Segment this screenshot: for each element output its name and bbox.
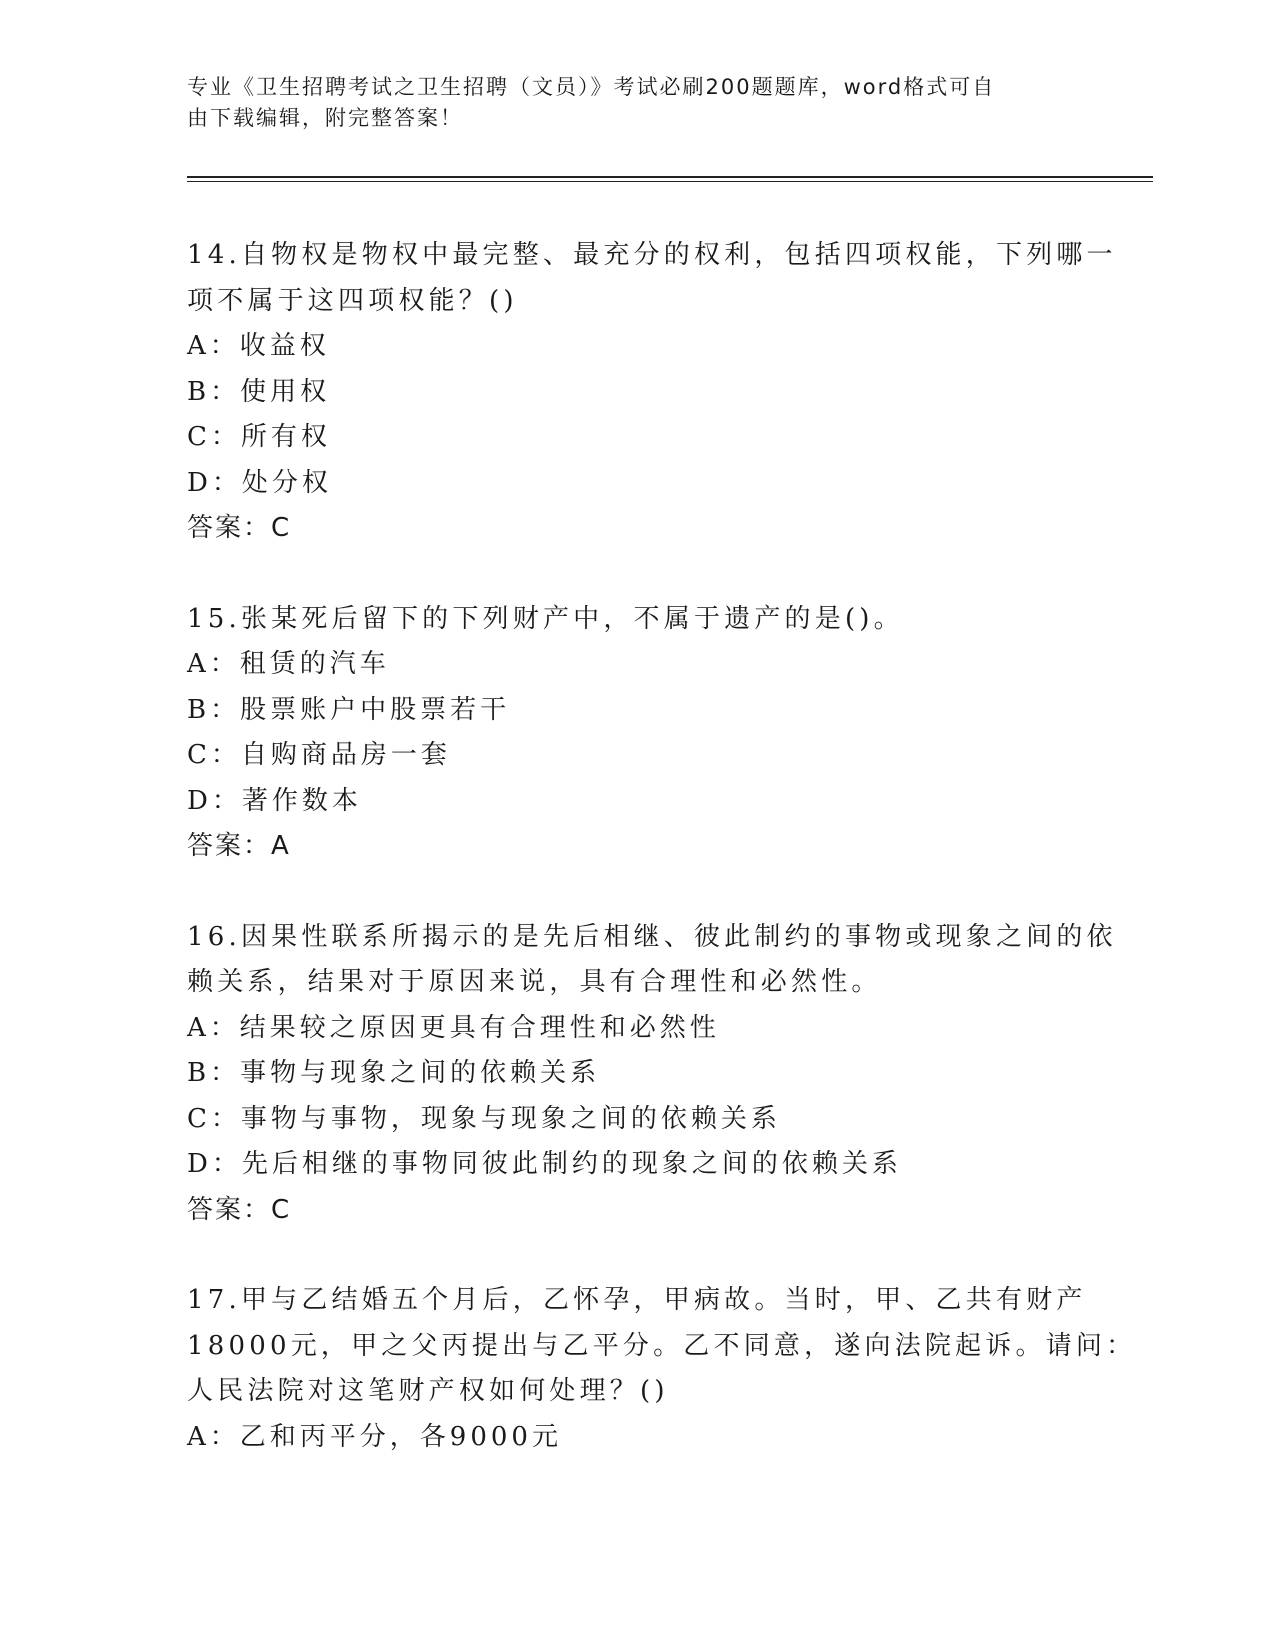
- answer: 答案：C: [187, 513, 292, 543]
- question-14: [187, 233, 1117, 552]
- option-a: A：乙和丙平分，各9000元: [187, 1421, 562, 1452]
- answer: 答案：A: [187, 831, 291, 861]
- header-line-1: 专业《卫生招聘考试之卫生招聘（文员）》考试必刷200题题库，word格式可自: [187, 75, 996, 99]
- option-b: B：股票账户中股票若干: [187, 694, 511, 725]
- question-16: [187, 915, 1117, 1234]
- question-17: [187, 1278, 1137, 1460]
- stem-line: 14.自物权是物权中最完整、最充分的权利，包括四项权能，下列哪一: [187, 240, 1117, 270]
- question-stem: [187, 915, 1117, 1006]
- stem-line: 项不属于这四项权能？(): [187, 285, 518, 316]
- option-d: D：著作数本: [187, 785, 362, 816]
- question-stem: [187, 597, 1087, 643]
- option-c: C：所有权: [187, 422, 331, 452]
- option-a: A：租赁的汽车: [187, 649, 390, 679]
- question-15: [187, 597, 1087, 870]
- option-d: D：先后相继的事物同彼此制约的现象之间的依赖关系: [187, 1149, 902, 1179]
- question-list: [187, 233, 1137, 1505]
- option-d: D：处分权: [187, 467, 332, 498]
- stem-line: 赖关系，结果对于原因来说，具有合理性和必然性。: [187, 967, 882, 997]
- stem-line: 15.张某死后留下的下列财产中，不属于遗产的是()。: [187, 603, 904, 634]
- option-a: A：收益权: [187, 331, 330, 361]
- option-c: C：自购商品房一套: [187, 740, 451, 770]
- answer: 答案：C: [187, 1194, 292, 1225]
- stem-line: 人民法院对这笔财产权如何处理？(): [187, 1376, 669, 1406]
- stem-line: 18000元，甲之父丙提出与乙平分。乙不同意，遂向法院起诉。请问：: [187, 1330, 1137, 1361]
- question-stem: [187, 233, 1117, 324]
- stem-line: 17.甲与乙结婚五个月后，乙怀孕，甲病故。当时，甲、乙共有财产: [187, 1285, 1087, 1315]
- option-b: B：使用权: [187, 376, 331, 407]
- option-c: C：事物与事物，现象与现象之间的依赖关系: [187, 1103, 781, 1134]
- header-divider-thin: [187, 181, 1153, 182]
- option-b: B：事物与现象之间的依赖关系: [187, 1058, 601, 1088]
- header-divider: [187, 176, 1153, 178]
- header-line-2: 由下载编辑，附完整答案！: [187, 106, 463, 130]
- stem-line: 16.因果性联系所揭示的是先后相继、彼此制约的事物或现象之间的依: [187, 921, 1117, 952]
- option-a: A：结果较之原因更具有合理性和必然性: [187, 1012, 720, 1043]
- document-header: [187, 72, 1067, 134]
- question-stem: [187, 1278, 1137, 1415]
